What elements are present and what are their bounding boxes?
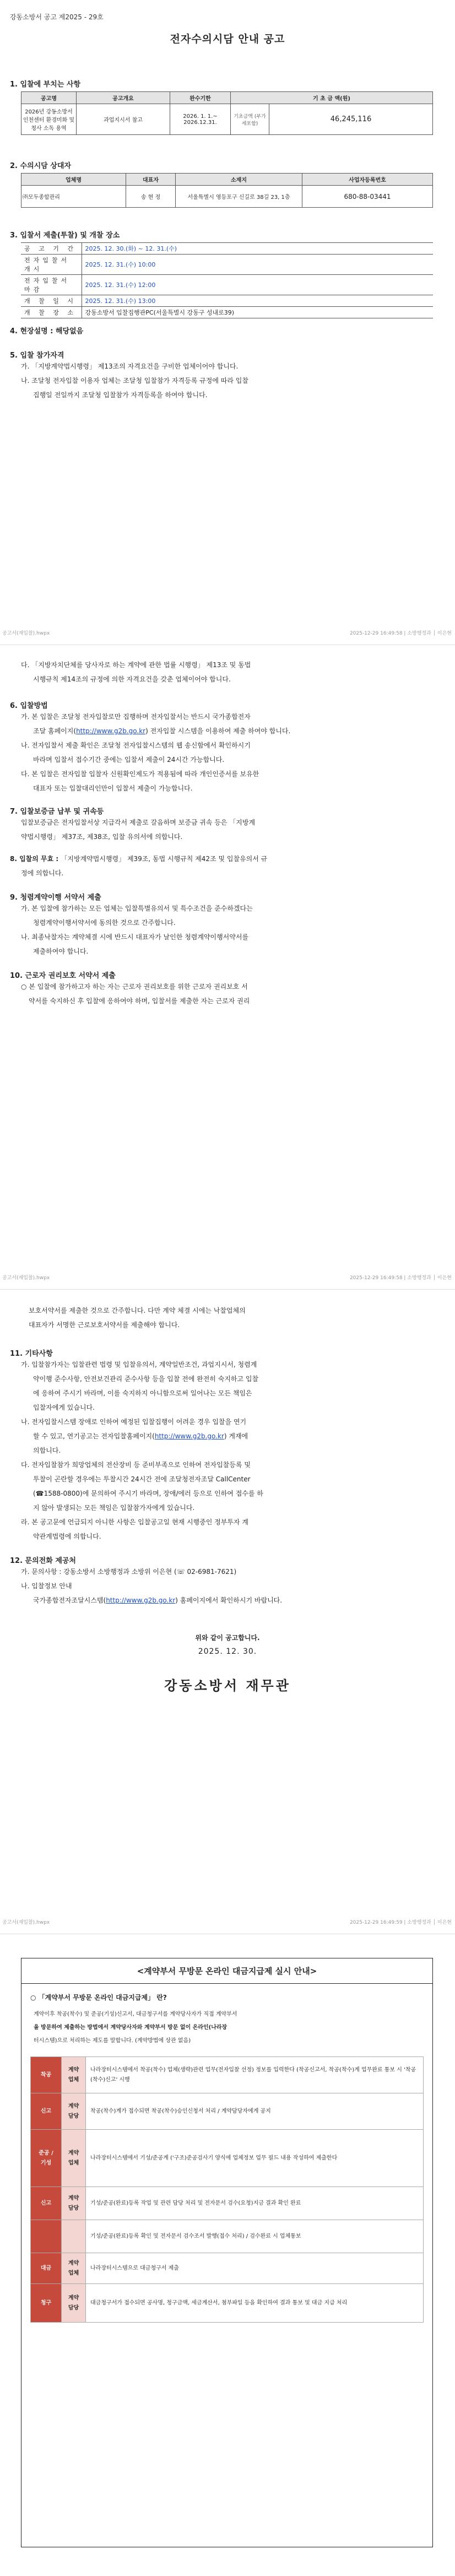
- schedule-value: 강동소방서 입찰집행관PC(서울특별시 강동구 성내로39): [82, 307, 433, 318]
- schedule-value: 2025. 12. 31.(수) 12:00: [82, 275, 433, 295]
- process-role: 계약 업체: [62, 2057, 86, 2093]
- section-8-heading: 8. 입찰의 무효 :: [10, 855, 61, 863]
- paragraph: 라. 본 공고문에 언급되지 아니한 사항은 입찰공고일 현재 시행중인 정부투자 계: [21, 1518, 248, 1526]
- paragraph: 청렴계약이행서약서에 동의한 것으로 간주합니다.: [33, 919, 176, 927]
- paragraph: 제출하여야 합니다.: [33, 948, 89, 955]
- footer-meta: 2025-12-29 16:49:58 | 소방행정과 │ 이은현: [349, 631, 452, 636]
- contract-summary: 과업지시서 참고: [77, 104, 170, 135]
- process-text: 나라장터시스템에서 기성/준공계 ('구조)준공검사기 양식에 업체정보 업무 필드 내용 작성하여 제출한다: [86, 2130, 424, 2187]
- process-category: [31, 2220, 62, 2253]
- section-11-heading: 11. 기타사항: [10, 1350, 53, 1358]
- page-footer: [0, 1918, 455, 1928]
- intro-line: 터시스템)으로 처리하는 제도를 말합니다. (계약방법에 상관 없음): [34, 2038, 191, 2044]
- bid-items-table: [21, 91, 433, 135]
- paragraph: 다. 「지방자치단체를 당사자로 하는 계약에 관한 법률 시행령」 제13조 및 동법: [21, 661, 251, 669]
- paragraph: (☎1588-0800)에 문의하여 주시기 바라며, 장애/에러 등으로 인하여 접수를 하: [33, 1490, 263, 1497]
- process-text: 나라장터시스템으로 대금청구서 제출: [86, 2253, 424, 2284]
- ceo-name: 송 현 정: [126, 186, 176, 208]
- col-header: 기 초 금 액(원): [231, 92, 433, 104]
- notice-date: 2025. 12. 30.: [198, 1647, 257, 1656]
- paragraph: 약법시행령」 제37조, 제38조, 입찰 유의서에 의합니다.: [21, 833, 183, 841]
- notice-header: <계약부서 무방문 온라인 대금지급제 실시 안내>: [21, 1958, 432, 1984]
- process-category: 청구: [31, 2284, 62, 2323]
- paragraph: 집행일 전일까지 조달청 입찰참가 자격등록을 하여야 합니다.: [33, 391, 208, 399]
- paragraph: 가. 본 입찰은 조달청 전자입찰로만 집행하며 전자입찰서는 반드시 국가종합전자: [21, 713, 251, 721]
- footer-filename: 공고서(재입찰).hwpx: [2, 1275, 50, 1281]
- intro-line: 을 방문하여 제출하는 방법에서 계약당사자와 계약부서 방문 없이 온라인(나라장: [34, 2025, 228, 2031]
- section-1-heading: 1. 입찰에 부치는 사항: [10, 80, 81, 89]
- process-text: 기성/준공(완료)등록 작업 및 관련 담당 처리 및 전자문서 검수(요청)지금 결과 확인 완료: [86, 2187, 424, 2220]
- page-2: [0, 645, 455, 1289]
- process-role: 계약 업체: [62, 2130, 86, 2187]
- section-7-heading: 7. 입찰보증금 납부 및 귀속등: [10, 808, 104, 816]
- paragraph: 나. 전자입찰서 제출 확인은 조달청 전자입찰시스템의 웹 송신함에서 확인하시기: [21, 742, 251, 749]
- process-text: 기성/준공(완료)등록 확인 및 전자문서 검수조서 발행(접수 처리) / 검수완료 시 업체통보: [86, 2220, 424, 2253]
- paragraph: 투찰이 곤란할 경우에는 투찰시간 24시간 전에 조달청전자조달 CallCenter: [33, 1475, 251, 1483]
- company-address: 서울특별시 영등포구 신길로 38길 23, 1층: [176, 186, 302, 208]
- text: 조달 홈페이지(: [33, 727, 77, 735]
- section-2-heading: 2. 수의시담 상대자: [10, 162, 71, 170]
- page-4: [0, 1934, 455, 2576]
- process-text: 나라장터시스템에서 착공(착수) 업체(생략)관련 업무(전자입찰 선정) 정보를 입력한다 (착공신고서, 착공(착수)계 업무완료 통보 시 '착공(착수)신고' 시행: [86, 2057, 424, 2093]
- text: 할 수 있고, 연기공고는 전자입찰홈페이지(: [33, 1432, 155, 1440]
- g2b-link[interactable]: http://www.g2b.go.kr: [76, 727, 146, 735]
- section-12-heading: 12. 문의전화 제공처: [10, 1557, 76, 1565]
- footer-meta: 2025-12-29 16:49:59 | 소방행정과 │ 이은현: [349, 1920, 452, 1925]
- business-number: 680-88-03441: [302, 186, 433, 208]
- process-category: 대금: [31, 2253, 62, 2284]
- page-title: 전자수의시담 안내 공고: [170, 33, 285, 45]
- col-header: 소재지: [176, 174, 302, 186]
- paragraph: 가. 입찰참가자는 입찰관련 법령 및 입찰유의서, 계약일반조건, 과업지시서, 청렴계: [21, 1361, 257, 1368]
- schedule-value: 2025. 12. 31.(수) 13:00: [82, 295, 433, 307]
- base-amount: 46,245,116: [269, 104, 433, 135]
- section-10-heading: 10. 근로자 권리보호 서약서 제출: [10, 972, 116, 980]
- closing-text: 위와 같이 공고합니다.: [195, 1634, 260, 1642]
- intro-line: 계약이후 착공(착수) 및 준공(기성)신고서, 대금청구서를 계약당사자가 직접 계약부서: [34, 2011, 237, 2017]
- paragraph: 나. 최종낙찰자는 계약체결 시에 반드시 대표자가 날인한 청렴계약이행서약서를: [21, 933, 249, 941]
- process-text: 대금청구서가 접수되면 공사명, 청구금액, 세금계산서, 첨부파일 등을 확인하여 결과 통보 및 대금 지급 처리: [86, 2284, 424, 2323]
- schedule-key: 개 찰 일 시: [21, 295, 82, 307]
- col-header: 업체명: [21, 174, 126, 186]
- text: 「지방계약법시행령」 제39조, 동법 시행규칙 제42조 및 입찰유의서 규: [61, 855, 268, 863]
- process-category: 신고: [31, 2093, 62, 2130]
- page-footer: [0, 629, 455, 639]
- section-5-heading: 5. 입찰 참가자격: [10, 351, 64, 360]
- footer-filename: 공고서(재입찰).hwpx: [2, 631, 50, 636]
- schedule-key: 공 고 기 간: [21, 243, 82, 255]
- paragraph: [33, 1593, 282, 1608]
- schedule-value: 2025. 12. 30.(화) ~ 12. 31.(수): [82, 243, 433, 255]
- page-3: [0, 1289, 455, 1934]
- notice-intro: [34, 2008, 424, 2048]
- text: 국가종합전자조달시스템(: [33, 1597, 106, 1604]
- paragraph: [33, 724, 290, 738]
- paragraph: 시행규칙 제14조의 규정에 의한 자격요건을 갖춘 업체이어야 합니다.: [33, 675, 231, 683]
- company-name: ㈜모두종합관리: [21, 186, 126, 208]
- doc-number: 강동소방서 공고 제2025 - 29호: [10, 13, 104, 21]
- process-category: 착공: [31, 2057, 62, 2093]
- g2b-link[interactable]: http://www.g2b.go.kr: [154, 1432, 224, 1440]
- process-role: 계약 담당: [62, 2093, 86, 2130]
- schedule-value: 2025. 12. 31.(수) 10:00: [82, 255, 433, 275]
- paragraph: 약이행 준수사항, 안전보건관리 준수사항 등을 입찰 전에 완전히 숙지하고 입찰: [33, 1375, 259, 1383]
- col-header: 사업자등록번호: [302, 174, 433, 186]
- paragraph: ○ 본 입찰에 참가하고자 하는 자는 근로자 권리보호를 위한 근로자 권리보호 서: [21, 983, 248, 991]
- payment-notice-box: [21, 1958, 433, 2547]
- paragraph: 다. 전자입찰참가 희망업체의 전산장비 등 준비부족으로 인하여 전자입찰등록 및: [21, 1461, 251, 1469]
- schedule-key: 개 찰 장 소: [21, 307, 82, 318]
- process-role: 계약 담당: [62, 2284, 86, 2323]
- counterparty-table: [21, 173, 433, 208]
- section-9-heading: 9. 청렴계약이행 서약서 제출: [10, 894, 101, 902]
- paragraph: [33, 1429, 248, 1443]
- paragraph: 바라며 입찰서 접수기간 중에는 입찰서 제출이 24시간 가능합니다.: [33, 756, 225, 764]
- paragraph: 입찰자에게 있습니다.: [33, 1404, 95, 1411]
- paragraph: [10, 852, 267, 866]
- paragraph: 에 응하여 주시기 바라며, 이를 숙지하지 아니함으로써 일어나는 모든 책임은: [33, 1389, 252, 1397]
- paragraph: 가. 「지방계약법시행령」 제13조의 자격요건을 구비한 업체이어야 합니다.: [21, 362, 239, 370]
- section-3-heading: 3. 입찰서 제출(투찰) 및 개찰 장소: [10, 231, 120, 240]
- section-6-heading: 6. 입찰방법: [10, 702, 48, 710]
- col-header: 공고명: [21, 92, 77, 104]
- process-category: 신고: [31, 2187, 62, 2220]
- schedule-table: [21, 242, 433, 318]
- process-category: 준공 / 기성: [31, 2130, 62, 2187]
- paragraph: 지 않아 발생되는 모든 책임은 입찰참가자에게 있습니다.: [33, 1504, 195, 1512]
- paragraph: 대표자 또는 입찰대리인만이 입찰서 제출이 가능합니다.: [33, 784, 193, 792]
- signer: 강동소방서 재무관: [164, 1678, 291, 1693]
- contract-name: 2026년 강동소방서 인천센터 환경미화 및 청사 소독 용역: [21, 104, 77, 135]
- paragraph: 입찰보증금은 전자입찰서상 지급각서 제출로 갈음하며 보증금 귀속 등은 「지방계: [21, 819, 256, 826]
- paragraph: 다. 본 입찰은 전자입찰 입찰자 신원확인제도가 적용됨에 따라 개인인증서를 보유한: [21, 770, 259, 778]
- schedule-key: 전자입찰서 마감: [21, 275, 82, 295]
- process-role: [62, 2220, 86, 2253]
- paragraph: 약서를 숙지하신 후 입찰에 응하여야 하며, 입찰서를 제출한 자는 근로자 권리: [29, 997, 250, 1005]
- paragraph: 나. 입찰정보 안내: [21, 1582, 72, 1590]
- footer-filename: 공고서(재입찰).hwpx: [2, 1920, 50, 1925]
- process-role: 계약 업체: [62, 2253, 86, 2284]
- paragraph: 가. 문의사항 : 강동소방서 소방행정과 소방위 이은현 (☏ 02-6981-7621): [21, 1568, 237, 1576]
- deadline: 2026. 1. 1.~ 2026.12.31.: [170, 104, 231, 135]
- paragraph: 나. 조달청 전자입찰 이용자 업체는 조달청 입찰참가 자격등록 규정에 따라 입찰: [21, 377, 248, 385]
- process-table: [30, 2057, 424, 2323]
- text: ) 전자입찰 시스템을 이용하여 제출 하여야 합니다.: [145, 727, 291, 735]
- notice-question: ○ 「계약부서 무방문 온라인 대금지급제」 란?: [30, 1994, 167, 2001]
- paragraph: 대표자가 서명한 근로보호서약서를 제출해야 합니다.: [29, 1321, 180, 1329]
- schedule-key: 전자입찰서 개시: [21, 255, 82, 275]
- page-1: [0, 0, 455, 645]
- paragraph: 가. 본 입찰에 참가하는 모든 업체는 입찰특별유의서 및 특수조건을 준수하겠다는: [21, 905, 253, 912]
- footer-meta: 2025-12-29 16:49:58 | 소방행정과 │ 이은현: [349, 1275, 452, 1281]
- process-role: 계약 담당: [62, 2187, 86, 2220]
- g2b-link[interactable]: http://www.g2b.go.kr: [106, 1597, 176, 1604]
- paragraph: 정에 의합니다.: [21, 869, 64, 877]
- text: ) 홈페이지에서 확인하시기 바랍니다.: [175, 1597, 283, 1604]
- paragraph: 나. 전자입찰시스템 장애로 인하여 예정된 입찰집행이 어려운 경우 입찰을 연기: [21, 1418, 247, 1426]
- col-header: 공고개요: [77, 92, 170, 104]
- col-header: 대표자: [126, 174, 176, 186]
- text: ) 게재에: [224, 1432, 248, 1440]
- amount-label: 기초금액 (부가세포함): [231, 104, 269, 135]
- page-footer: [0, 1274, 455, 1284]
- col-header: 완수기한: [170, 92, 231, 104]
- section-4-heading: 4. 현장설명 : 해당없음: [10, 327, 84, 335]
- paragraph: 약관계법령에 의합니다.: [33, 1533, 101, 1540]
- paragraph: 의합니다.: [33, 1447, 61, 1454]
- process-text: 착공(착수)계가 접수되면 착공(착수)승인신청서 처리 / 계약담당자에게 공지: [86, 2093, 424, 2130]
- paragraph: 보호서약서를 제출한 것으로 간주합니다. 다만 계약 체결 시에는 낙찰업체의: [29, 1307, 246, 1314]
